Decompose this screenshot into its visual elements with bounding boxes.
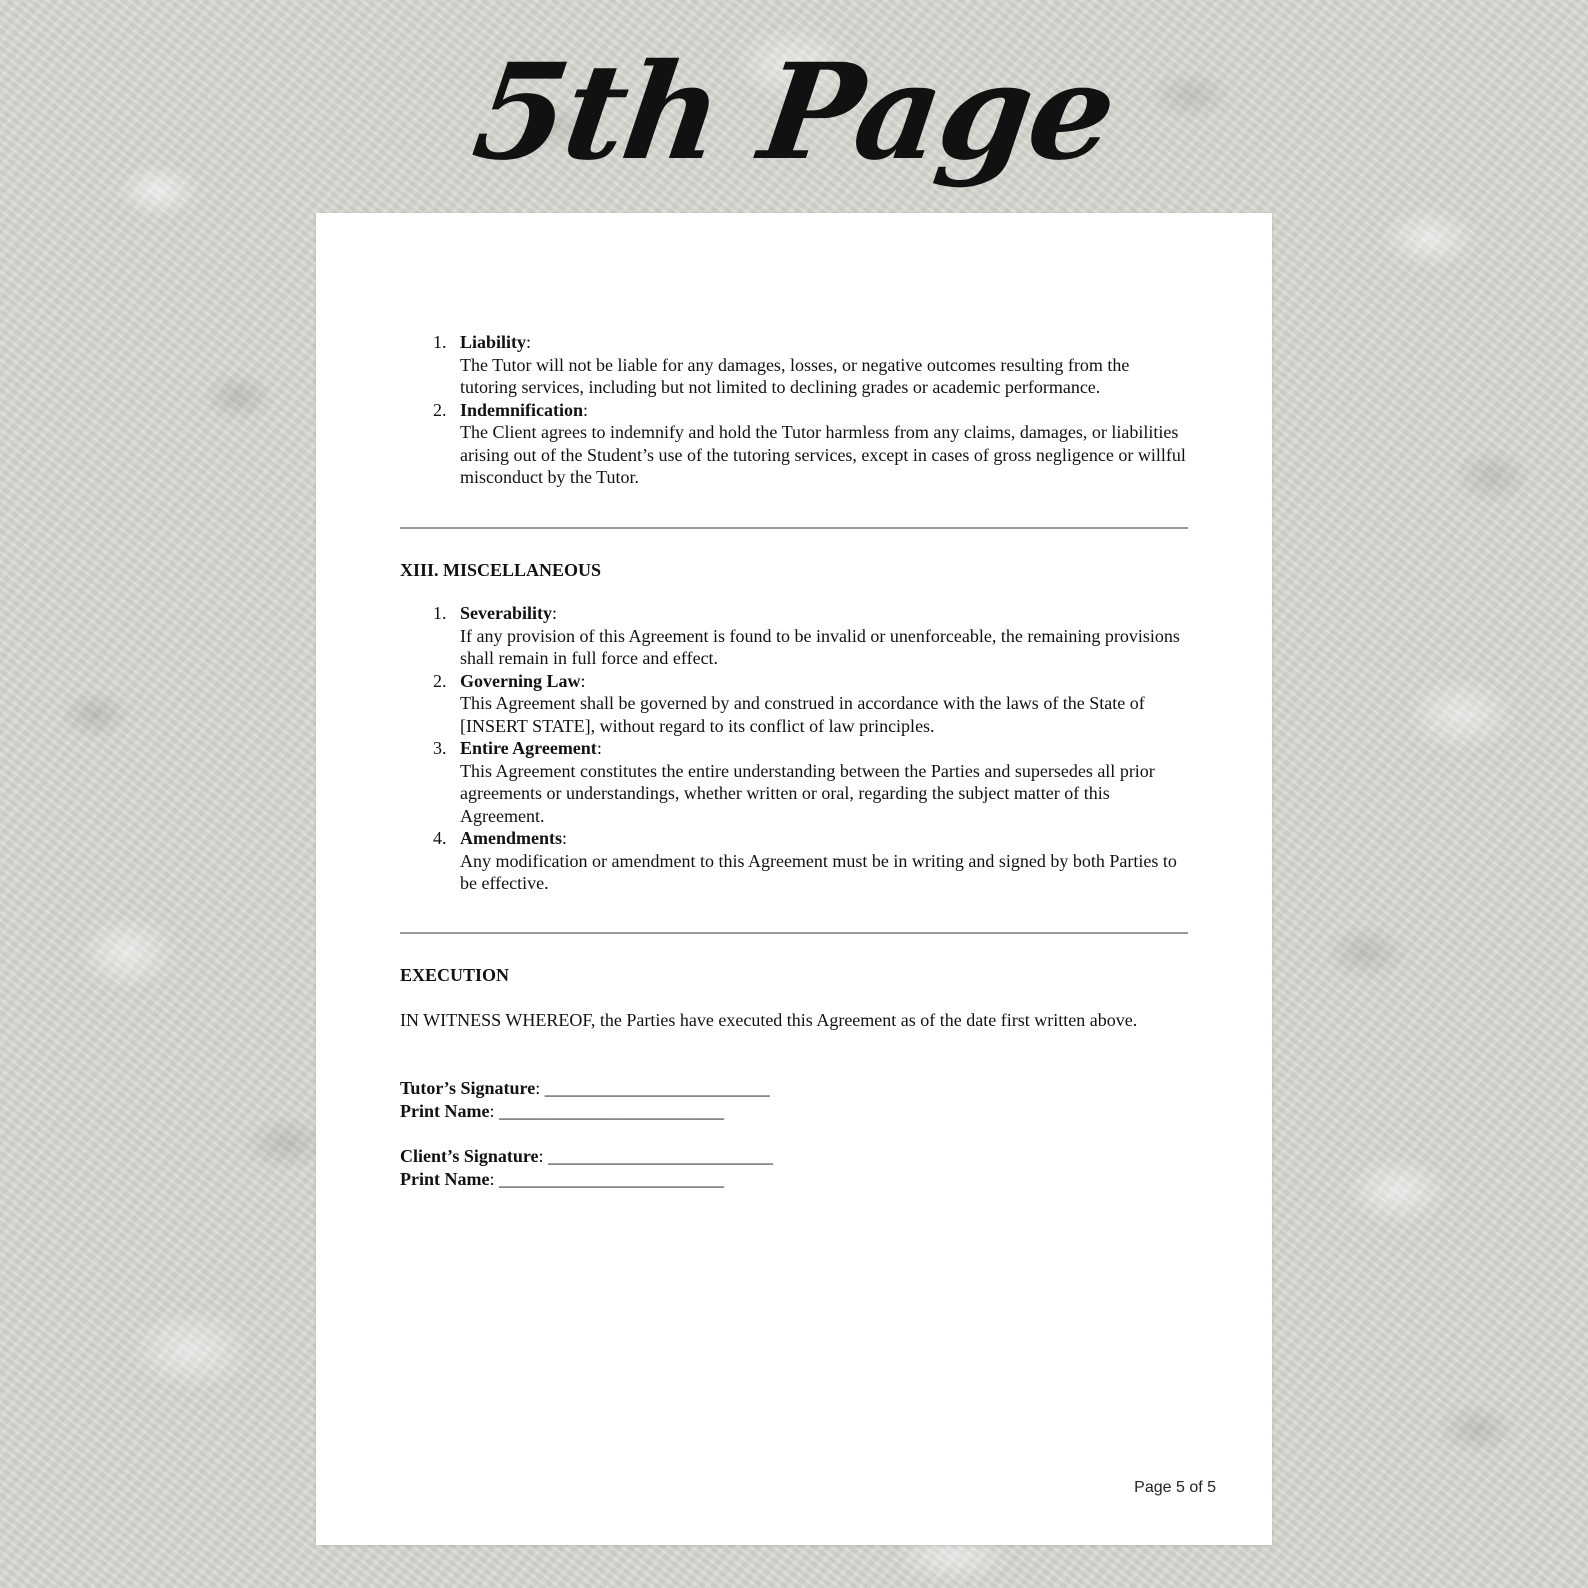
item-term: Indemnification [460,399,584,420]
list-number: 1. [433,603,447,623]
section-divider [400,932,1188,934]
section-title-execution: EXECUTION [400,965,510,985]
document-page [316,213,1272,1545]
list-item: 2. Indemnification: The Client agrees to indemnify and hold the Tutor harmless from any claims, damages, or liabilities arising out of the Student’s use of the tutoring services, except in cases of gross negligence or willful misconduct by the Tutor. [400,399,1190,489]
item-term: Governing Law [460,670,581,691]
list-number: 3. [433,738,447,758]
liability-list [400,331,1190,489]
tutor-signature-field[interactable]: _________________________ [544,1078,770,1098]
client-signature-line: Client’s Signature: _________________________ [400,1146,774,1166]
list-item: 2. Governing Law: This Agreement shall be governed by and construed in accordance with the laws of the State of [INSERT STATE], without regard to its conflict of law principles. [400,670,1190,738]
item-term: Liability [460,332,527,352]
tutor-print-name-label: Print Name [400,1100,490,1121]
item-text: The Tutor will not be liable for any damages, losses, or negative outcomes resulting from the tutoring services, including but not limited to declining grades or academic performance. [460,354,1130,397]
tutor-print-name-line: Print Name: _________________________ [400,1100,724,1121]
section-title-miscellaneous: XIII. MISCELLANEOUS [400,560,602,580]
client-signature-label: Client’s Signature [400,1146,539,1166]
execution-statement: IN WITNESS WHEREOF, the Parties have executed this Agreement as of the date first written above. [400,1010,1138,1030]
list-item: 1. Liability: The Tutor will not be liable for any damages, losses, or negative outcomes resulting from the tutoring services, including but not limited to declining grades or academic performance. [400,331,1190,399]
page-number: Page 5 of 5 [1134,1479,1216,1496]
list-item: 3. Entire Agreement: This Agreement constitutes the entire understanding between the Parties and supersedes all prior agreements or understandings, whether written or oral, regarding the subject matter of this Agreement. [400,737,1190,827]
list-item: 4. Amendments: Any modification or amendment to this Agreement must be in writing and signed by both Parties to be effective. [400,827,1190,895]
client-print-name-line: Print Name: _________________________ [400,1168,724,1189]
list-number: 2. [433,399,447,420]
section-divider [400,527,1188,529]
miscellaneous-list [400,602,1190,895]
client-print-name-field[interactable]: _________________________ [499,1168,724,1189]
list-number: 2. [433,670,447,691]
item-text: Any modification or amendment to this Agreement must be in writing and signed by both Parties to be effective. [460,850,1177,893]
list-number: 4. [433,828,447,848]
item-term: Entire Agreement [460,738,597,758]
client-print-name-label: Print Name [400,1168,490,1189]
client-signature-block [400,1145,773,1190]
tutor-signature-label: Tutor’s Signature [400,1078,536,1098]
item-text: If any provision of this Agreement is found to be invalid or unenforceable, the remaining provisions shall remain in full force and effect. [460,625,1180,668]
list-item: 1. Severability: If any provision of this Agreement is found to be invalid or unenforceable, the remaining provisions shall remain in full force and effect. [400,602,1190,670]
item-term: Amendments [460,828,562,848]
page-heading: 5th Page [465,35,1124,190]
item-text: This Agreement shall be governed by and construed in accordance with the laws of the State of [INSERT STATE], without regard to its conflict of law principles. [460,693,1145,736]
list-number: 1. [433,332,447,352]
client-signature-field[interactable]: _________________________ [548,1146,774,1166]
item-text: This Agreement constitutes the entire understanding between the Parties and supersedes all prior agreements or understandings, whether written or oral, regarding the subject matter of this Agreement. [460,760,1155,826]
tutor-signature-line: Tutor’s Signature: _________________________ [400,1078,770,1098]
tutor-print-name-field[interactable]: _________________________ [499,1100,724,1121]
item-term: Severability [460,603,552,623]
item-text: The Client agrees to indemnify and hold the Tutor harmless from any claims, damages, or liabilities arising out of the Student’s use of the tutoring services, except in cases of gross negligence or willful misconduct by the Tutor. [460,422,1186,487]
tutor-signature-block [400,1077,770,1122]
